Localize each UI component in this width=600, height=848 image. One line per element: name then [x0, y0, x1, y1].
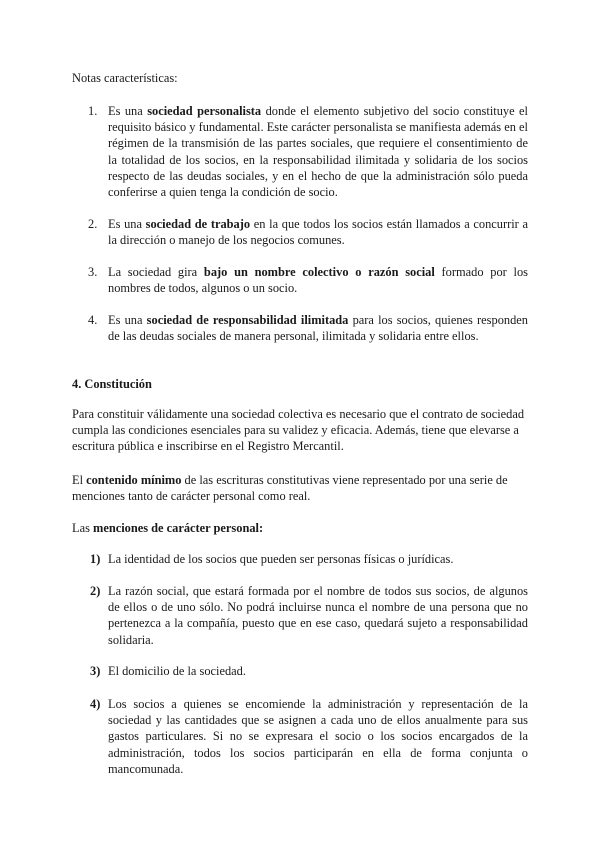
- list-number: 4): [90, 697, 101, 711]
- notas-heading: Notas características:: [72, 71, 178, 85]
- list-number: 3): [90, 664, 101, 678]
- list-number: 4.: [88, 313, 98, 327]
- menciones-heading: Las menciones de carácter personal:: [72, 521, 264, 535]
- mencion-item-1: 1) La identidad de los socios que pueden ser personas físicas o jurídicas.: [90, 552, 454, 566]
- list-number: 2): [90, 584, 101, 598]
- list-number: 1.: [88, 104, 98, 118]
- notas-item-4: 4. Es una sociedad de responsabilidad ilimitada para los socios, quienes responden de las deudas sociales de manera personal, ilimitada y solidaria entre ellos.: [88, 313, 528, 344]
- mencion-item-4: 4) Los socios a quienes se encomiende la administración y representación de la sociedad y las cantidades que se asignen a cada uno de ellos anualmente para sus gastos particulares. Si no se expresara el socio o los socios encargados de la administración, todos los socios participarán en ella de forma conjunta o mancomunada.: [90, 697, 528, 776]
- notas-item-1: 1. Es una sociedad personalista donde el elemento subjetivo del socio constituye el requisito básico y fundamental. Este carácter personalista se manifiesta además en el régimen de la transmisión de las partes sociales, que requiere el consentimiento de la totalidad de los socios, en la responsabilidad ilimitada y solidaria de los socios respecto de las deudas sociales, y en el hecho de que la administración sólo pueda conferirse a quien tenga la condición de socio.: [88, 104, 528, 200]
- list-number: 3.: [88, 265, 98, 279]
- notas-item-2: 2. Es una sociedad de trabajo en la que todos los socios están llamados a concurrir a la dirección o manejo de los negocios comunes.: [88, 217, 528, 248]
- notas-item-3: 3. La sociedad gira bajo un nombre colectivo o razón social formado por los nombres de todos, algunos o un socio.: [88, 265, 528, 296]
- section-title: 4. Constitución: [72, 377, 152, 391]
- list-number: 2.: [88, 217, 98, 231]
- mencion-item-2: 2) La razón social, que estará formada por el nombre de todos sus socios, de algunos de ellos o de uno sólo. No podrá incluirse nunca el nombre de una persona que no pertenezca a la compañía, puesto que en ese caso, quedará sujeto a responsabilidad solidaria.: [90, 584, 528, 647]
- list-number: 1): [90, 552, 101, 566]
- mencion-item-3: 3) El domicilio de la sociedad.: [90, 664, 246, 678]
- constitucion-intro: Para constituir válidamente una sociedad colectiva es necesario que el contrato de sociedad cumpla las condiciones esenciales para su validez y eficacia. Además, tiene que elevarse a escritura pública e inscribirse en el Registro Mercantil.: [72, 407, 525, 454]
- contenido-minimo-paragraph: El contenido mínimo de las escrituras constitutivas viene representado por una serie de menciones tanto de carácter personal como real.: [72, 473, 508, 504]
